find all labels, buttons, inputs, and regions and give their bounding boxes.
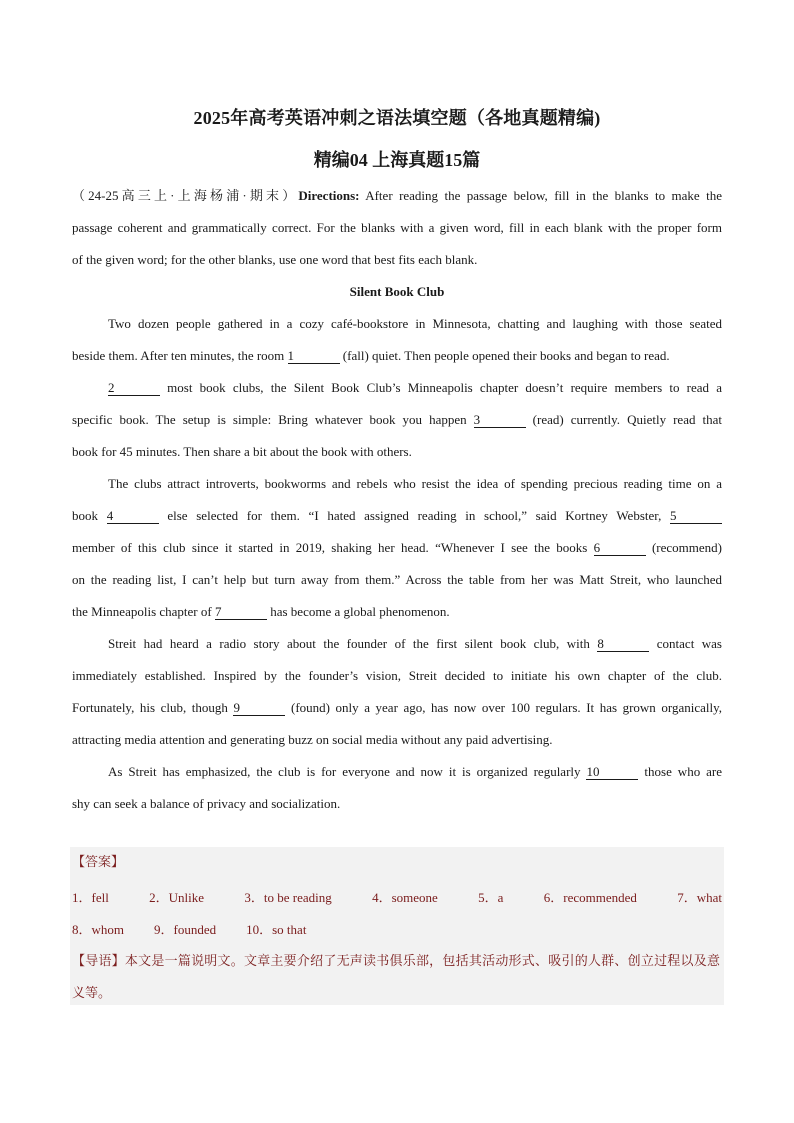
passage-line: Streit had heard a radio story about the founder of the first silent book club, with 8 contact was — [108, 636, 722, 651]
passage-line: The clubs attract introverts, bookworms and rebels who resist the idea of spending precious reading time on a — [108, 476, 722, 491]
blank-7: 7 — [215, 605, 267, 620]
guide-label: 【导语】 — [72, 953, 125, 968]
passage-title: Silent Book Club — [349, 284, 445, 299]
answer-item: 4．someone — [372, 890, 438, 905]
blank-4: 4 — [107, 509, 159, 524]
passage-line: member of this club since it started in 2019, shaking her head. “Whenever I see the books 6 (recommend) — [72, 540, 722, 555]
guide-section — [72, 945, 720, 1009]
passage-line: book 4 else selected for them. “I hated assigned reading in school,” said Kortney Webster, 5 — [72, 500, 722, 532]
answer-item: 8．whom — [72, 922, 125, 937]
document-subtitle: 精编04 上海真题15篇 — [313, 150, 481, 170]
source-tag: （24-25高三上·上海杨浦·期末） — [72, 188, 299, 203]
passage-line: Fortunately, his club, though 9 (found) only a year ago, has now over 100 regulars. It has grown organically, — [72, 700, 723, 715]
passage-line: book for 45 minutes. Then share a bit about the book with others. — [72, 444, 412, 459]
blank-2: 2 — [108, 381, 160, 396]
blank-5: 5 — [670, 509, 722, 524]
blank-10: 10 — [586, 765, 638, 780]
answer-item: 9．founded — [154, 922, 217, 937]
passage-line: specific book. The setup is simple: Bring whatever book you happen 3 (read) currently. Quietly read that — [72, 412, 722, 427]
passage-line: beside them. After ten minutes, the room 1 (fall) quiet. Then people opened their books and began to read. — [72, 348, 670, 363]
answer-item: 6．recommended — [543, 890, 637, 905]
blank-3: 3 — [474, 413, 526, 428]
directions-line-1: （24-25高三上·上海杨浦·期末）Directions: After reading the passage below, fill in the blanks to make the — [72, 188, 722, 203]
answer-row-1 — [72, 887, 722, 906]
directions-label: Directions: — [298, 188, 360, 203]
answer-box — [70, 847, 724, 1005]
passage-line: As Streit has emphasized, the club is for everyone and now it is organized regularly 10 those who are — [108, 764, 723, 779]
answer-item: 2．Unlike — [149, 890, 205, 905]
passage-line: attracting media attention and generating buzz on social media without any paid advertising. — [72, 732, 553, 747]
directions-line-2: passage coherent and grammatically correct. For the blanks with a given word, fill in each blank with the proper form — [72, 220, 722, 235]
passage-body — [72, 180, 722, 820]
passage-line: on the reading list, I can’t help but turn away from them.” Across the table from her was Matt Streit, who launched — [72, 572, 722, 587]
guide-text: 本文是一篇说明文。文章主要介绍了无声读书俱乐部，包括其活动形式、吸引的人群、创立过程以及意义等。 — [72, 953, 720, 1000]
passage-line: the Minneapolis chapter of 7 has become a global phenomenon. — [72, 604, 450, 619]
answer-item: 5．a — [478, 890, 504, 905]
answer-row-2 — [72, 919, 722, 938]
blank-8: 8 — [597, 637, 649, 652]
answer-item: 7．what — [677, 890, 722, 905]
blank-6: 6 — [594, 541, 646, 556]
directions-line-3: of the given word; for the other blanks, use one word that best fits each blank. — [72, 252, 478, 267]
passage-line: shy can seek a balance of privacy and socialization. — [72, 796, 341, 811]
document-title: 2025年高考英语冲刺之语法填空题（各地真题精编) — [193, 108, 601, 128]
blank-1: 1 — [288, 349, 340, 364]
answer-item: 3．to be reading — [244, 890, 332, 905]
passage-line: immediately established. Inspired by the founder’s vision, Streit decided to initiate his own chapter of the club. — [72, 668, 722, 683]
passage-line: 2 most book clubs, the Silent Book Club’s Minneapolis chapter doesn’t require members to read a — [108, 380, 722, 395]
answer-item: 1．fell — [72, 890, 109, 905]
answer-heading: 【答案】 — [72, 854, 125, 869]
passage-line: Two dozen people gathered in a cozy café-bookstore in Minnesota, chatting and laughing with those seated — [108, 316, 722, 331]
answer-item: 10．so that — [246, 922, 307, 937]
blank-9: 9 — [233, 701, 285, 716]
